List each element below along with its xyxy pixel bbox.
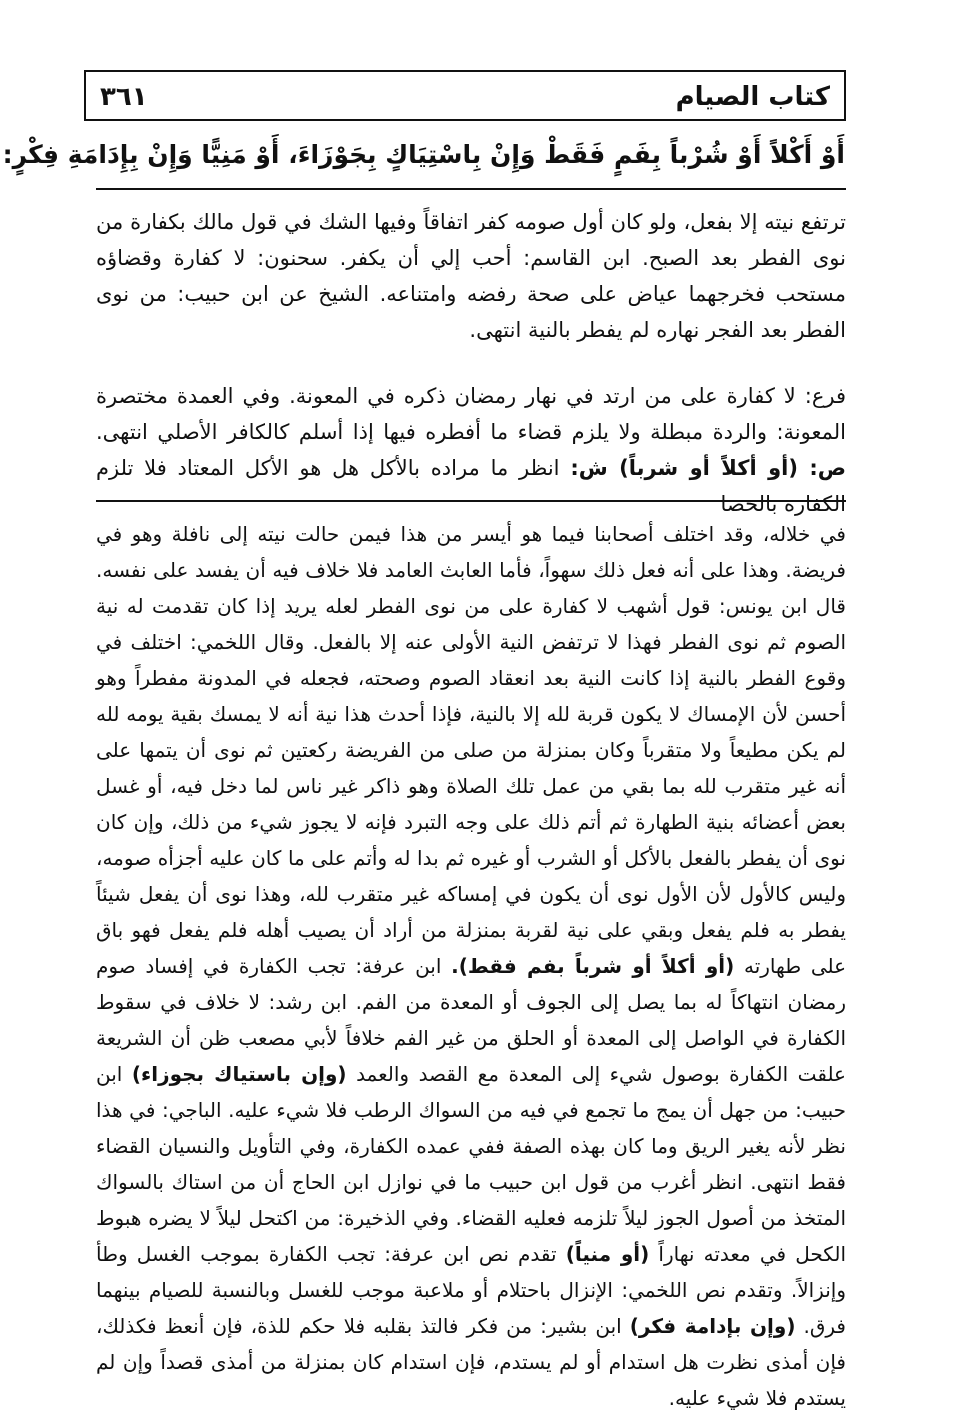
matn-quote: (أو أكلاً أو شرباً بفم فقط). [451,954,735,978]
matn-quote: (وإن بإدامة فكر) [629,1314,796,1338]
matn-quote: (وإن باستياك بجوزاء) [131,1062,347,1086]
commentary-paragraph: ترتفع نيته إلا بفعل، ولو كان أول صومه كفر اتفاقاً وفيها الشك في قول مالك بكفارة من نوى الفطر بعد الصبح. ابن القاسم: أحب إلي أن يكفر. سحنون: لا كفارة وقضاؤه مستحب فخرجهما عياض على صحة رفضه وامتناعه. الشيخ عن ابن حبيب: من نوى الفطر بعد الفجر نهاره لم يفطر بالنية انتهى. [96,210,846,342]
commentary-text: انظر ما مراده بالأكل هل هو الأكل المعتاد فلا تلزم الكفارة بالحصا [96,456,846,516]
chapter-title: كتاب الصيام [675,82,830,112]
commentary-block-3 [96,516,846,1416]
commentary-text: ابن بشير: من فكر فالتذ بقلبه فلا حكم للذة، فإن أنعظ فكذلك، فإن أمذى نظرت هل استدام أو لم يستدم، فإن استدام كان بمنزلة من أمذى قصداً وإن لم يستدم فلا شيء عليه. [96,1314,846,1410]
commentary-block-1 [96,204,846,348]
commentary-text: ابن حبيب: من جهل أن يمج ما تجمع في فيه من السواك الرطب فلا شيء عليه. الباجي: في هذا نظر لأنه يغير الريق وما كان بهذه الصفة ففي عمده الكفارة، وفي التأويل والنسيان القضاء فقط انتهى. انظر أغرب من قول ابن حبيب ما في نوازل ابن الحاج أن من استاك بالسواك المتخذ من أصول الجوز ليلاً تلزمه فعليه القضاء. وفي الذخيرة: من اكتحل ليلاً لا يضره هبوط الكحل في معدته نهاراً [96,1062,847,1266]
commentary-text: تقدم نص ابن عرفة: تجب الكفارة بموجب الغسل وطأ وإنزالاً. وتقدم نص اللخمي: الإنزال باحتلام أو ملاعبة موجب للغسل وبالنسبة للصيام بينهما فرق. [96,1242,846,1338]
sad-shin-label: ص: (أو أكلاً أو شرباً) ش: [570,456,846,480]
divider-bottom [96,500,846,502]
page-header [84,70,846,121]
matn-text: أَوْ أَكْلاً أَوْ شُرْباً بِفَمٍ فَقَطْ وَإِنْ بِاسْتِيَاكٍ بِجَوْزَاءَ، أَوْ مَنِيًّا وَإِنْ بِإِدَامَةِ فِكْرٍ: [2,140,845,169]
commentary-text: في خلاله، وقد اختلف أصحابنا فيما هو أيسر من هذا فيمن حالت نيته إلى نافلة وهو في فريضة. وهذا على أنه فعل ذلك سهواً، فأما العابث العامد فلا خلاف فيه أن يفسد على نفسه. قال ابن يونس: قول أشهب لا كفارة على من نوى الفطر لعله يريد إذا كان تقدمت له نية الصوم ثم نوى الفطر فهذا لا ترتفض النية الأولى عنه إلا بالفعل. وقال اللخمي: اختلف في وقوع الفطر بالنية إذا كانت النية بعد انعقاد الصوم وصحته، فجعله في المدونة مفطراً وهو أحسن لأن الإمساك لا يكون قربة لله إلا بالنية، فإذا أحدث هذا نية أنه لا يمسك بقية يومه لله لم يكن مطيعاً ولا متقرباً وكان بمنزلة من صلى من الفريضة ركعتين ثم نوى أن يتمها على أنه غير متقرب لله بما بقي من عمل تلك الصلاة وهو ذاكر غير ناس لما دخل فيه، أو غسل بعض أعضائه بنية الطهارة ثم أتم ذلك على وجه التبرد فإنه لا يجوز شيء من ذلك، وإن كان نوى أن يفطر بالفعل بالأكل أو الشرب أو غيره ثم بدا له وأتم على ما كان عليه أجزأه صومه، وليس كالأول لأن الأول نوى أن يكون في إمساكه غير متقرب لله، وهذا نوى أن يفعل شيئاً يفطر به فلم يفعل وبقي على نية لقربة بمنزلة من أراد أن يصيب أهله فلم يفعل فهو باق على طهارته [96,522,847,978]
page-number: ٣٦١ [100,82,148,112]
commentary-text: فرع: لا كفارة على من ارتد في نهار رمضان ذكره في المعونة. وفي العمدة مختصرة المعونة: والردة مبطلة ولا يلزم قضاء ما أفطره فيها إذا أسلم كالكافر الأصلي انتهى. [96,384,846,444]
commentary-paragraph [96,516,846,1416]
commentary-text: ابن عرفة: تجب الكفارة في إفساد صوم رمضان انتهاكاً له بما يصل إلى الجوف أو المعدة من الفم. ابن رشد: لا خلاف في سقوط الكفارة في الواصل إلى المعدة أو الحلق من غير الفم خلافاً لأبي مصعب ظن أن الشريعة علقت الكفارة بوصول شيء إلى المعدة مع القصد والعمد [96,954,846,1086]
divider-top [96,188,846,190]
matn-quote: (أو منياً) [565,1242,650,1266]
